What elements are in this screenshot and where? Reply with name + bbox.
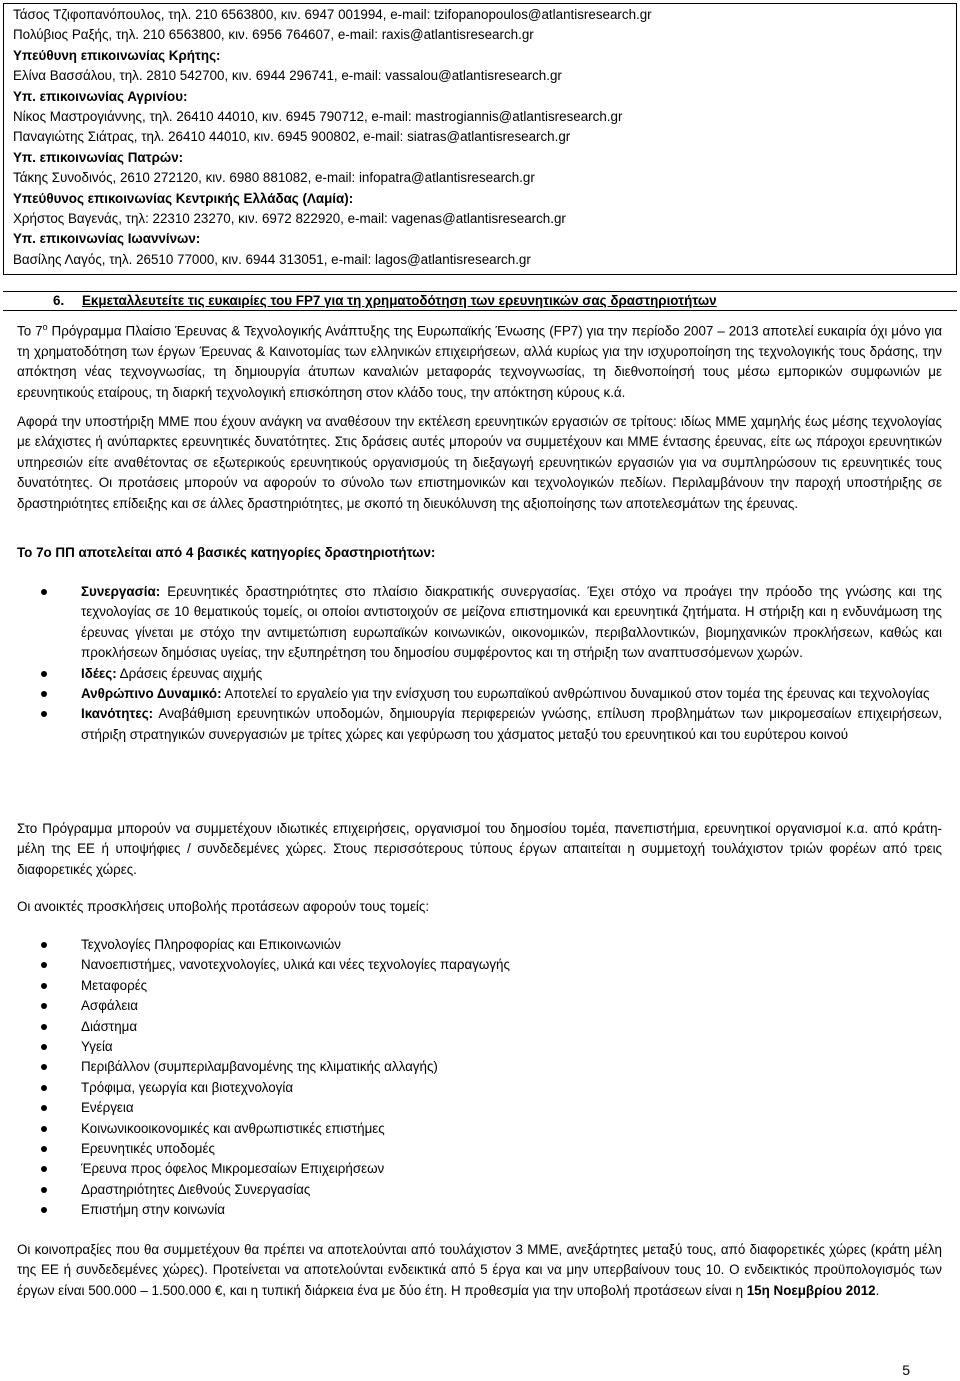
- open-call-item: [17, 1180, 510, 1200]
- category-label: Ανθρώπινο Δυναμικό:: [81, 686, 222, 702]
- bullet-icon: [41, 983, 47, 989]
- bullet-icon: [41, 1003, 47, 1009]
- bullet-icon: [41, 962, 47, 968]
- contact-line: Τάσος Τζιφοπανόπουλος, τηλ. 210 6563800, κιν. 6947 001994, e-mail: tzifopanopoulos@atlantisresearch.gr: [13, 7, 652, 22]
- category-label: Ιδέες:: [81, 665, 117, 681]
- open-call-label: Τεχνολογίες Πληροφορίας και Επικοινωνιών: [81, 937, 341, 952]
- category-label: Συνεργασία:: [81, 584, 161, 599]
- open-call-item: [17, 1139, 510, 1159]
- open-call-label: Έρευνα προς όφελος Μικρομεσαίων Επιχειρήσεων: [81, 1161, 385, 1177]
- open-call-label: Ασφάλεια: [81, 998, 139, 1014]
- contact-region-heading: Υπ. επικοινωνίας Αγρινίου:: [13, 88, 188, 104]
- category-text: Δράσεις έρευνας αιχμής: [116, 665, 263, 681]
- contact-region-heading: Υπ. επικοινωνίας Πατρών:: [13, 149, 184, 165]
- open-call-label: Κοινωνικοοικονομικές και ανθρωπιστικές επιστήμες: [81, 1120, 385, 1136]
- open-calls-list: [17, 935, 510, 1221]
- open-call-label: Ενέργεια: [81, 1100, 134, 1116]
- open-call-item: [17, 1200, 510, 1220]
- category-item: [17, 664, 942, 684]
- open-call-label: Επιστήμη στην κοινωνία: [81, 1202, 225, 1218]
- contact-line: Χρήστος Βαγενάς, τηλ: 22310 23270, κιν. 6972 822920, e-mail: vagenas@atlantisresearch.gr: [13, 211, 566, 226]
- open-call-item: [17, 935, 510, 955]
- bullet-icon: [41, 711, 47, 717]
- categories-list: [17, 582, 942, 745]
- bullet-icon: [41, 671, 47, 677]
- contact-region-heading: Υπεύθυνη επικοινωνίας Κρήτης:: [13, 47, 221, 63]
- open-call-label: Τρόφιμα, γεωργία και βιοτεχνολογία: [81, 1079, 294, 1095]
- section-title: Εκμεταλλευτείτε τις ευκαιρίες του FP7 για τη χρηματοδότηση των ερευνητικών σας δραστηριοτήτων: [82, 293, 717, 308]
- bullet-icon: [41, 1024, 47, 1030]
- contact-box: [3, 3, 957, 275]
- contact-region-heading: Υπεύθυνος επικοινωνίας Κεντρικής Ελλάδας (Λαμία):: [13, 190, 354, 206]
- page-number: 5: [902, 1362, 910, 1378]
- category-item: [17, 582, 942, 664]
- bullet-icon: [41, 691, 47, 697]
- open-call-label: Δραστηριότητες Διεθνούς Συνεργασίας: [81, 1181, 311, 1197]
- final-paragraph: Οι κοινοπραξίες που θα συμμετέχουν θα πρέπει να αποτελούνται από τουλάχιστον 3 ΜΜΕ, ανεξάρτητες μεταξύ τους, από διαφορετικές χώρες (κράτη μέλη της ΕΕ ή συνδεδεμένες χώρες). Προτείνεται να αποτελούνται ενδεικτικά από 5 έργα και να μην υπερβαίνουν τους 10. Ο ενδεικτικός προϋπολογισμός των έργων είναι 500.000 – 1.500.000 €, και η τυπική διάρκεια ένα με δύο έτη. Η προθεσμία για την υποβολή προτάσεων είναι η 15η Νοεμβρίου 2012.: [17, 1242, 942, 1298]
- superscript-o: ο: [42, 322, 48, 332]
- open-call-item: [17, 1037, 510, 1057]
- open-call-label: Νανοεπιστήμες, νανοτεχνολογίες, υλικά και νέες τεχνολογίες παραγωγής: [81, 957, 510, 973]
- open-call-item: [17, 1119, 510, 1139]
- category-label: Ικανότητες:: [81, 706, 154, 722]
- open-call-item: [17, 1057, 510, 1077]
- bullet-icon: [41, 1064, 47, 1070]
- open-call-label: Διάστημα: [81, 1018, 138, 1034]
- section-heading-bar: [3, 291, 957, 311]
- category-text: Αναβάθμιση ερευνητικών υποδομών, δημιουργία περιφερειών γνώσης, επίλυση προβλημάτων των μικρομεσαίων επιχειρήσεων, στήριξη στρατηγικών συνεργασιών με τρίτες χώρες και γεφύρωση του χάσματος μεταξύ του ερευνητικού και του ευρύτερου κοινού: [81, 706, 942, 742]
- sme-paragraph: Αφορά την υποστήριξη ΜΜΕ που έχουν ανάγκη να αναθέσουν την εκτέλεση ερευνητικών εργασιών σε τρίτους: ιδίως ΜΜΕ χαμηλής έως μέσης τεχνολογίας με ελάχιστες ή ανύπαρκτες ερευνητικές δυνατότητες. Στις δράσεις αυτές μπορούν να συμμετέχουν και ΜΜΕ έντασης έρευνας, είτε ως πάροχοι ερευνητικών υπηρεσιών είτε αναθέτοντας σε εξωτερικούς ερευνητικούς οργανισμούς τη διεξαγωγή ερευνητικών εργασιών για να συμπληρώσουν τις ερευνητικές τους δυνατότητες. Οι προτάσεις μπορούν να αφορούν το σύνολο των επιστημονικών και τεχνολογικών πεδίων. Περιλαμβάνουν την παροχή υποστήριξης σε δραστηριότητες επίδειξης και σε άλλες δραστηριότητες, με σκοπό τη διευκόλυνση της αξιοποίησης των αποτελεσμάτων της έρευνας.: [17, 414, 942, 511]
- contact-line: Ελίνα Βασσάλου, τηλ. 2810 542700, κιν. 6944 296741, e-mail: vassalou@atlantisresearch.gr: [13, 68, 562, 84]
- contact-region-heading: Υπ. επικοινωνίας Ιωαννίνων:: [13, 231, 201, 247]
- open-call-label: Ερευνητικές υποδομές: [81, 1141, 215, 1157]
- categories-heading: Το 7ο ΠΠ αποτελείται από 4 βασικές κατηγορίες δραστηριοτήτων:: [17, 545, 436, 560]
- bullet-icon: [41, 1126, 47, 1132]
- contact-line: Πολύβιος Ραξής, τηλ. 210 6563800, κιν. 6956 764607, e-mail: raxis@atlantisresearch.gr: [13, 27, 534, 43]
- category-text: Ερευνητικές δραστηριότητες στο πλαίσιο διακρατικής συνεργασίας. Έχει στόχο να προάγει την πρόοδο της γνώσης και της τεχνολογίας σε 10 θεματικούς τομείς, οι οποίοι αντιστοιχούν σε μείζονα επιστημονικά και ερευνητικά ζητήματα. Η στήριξη και η ενδυνάμωση της έρευνας γίνεται με στόχο την αντιμετώπιση ευρωπαϊκών κοινωνικών, οικονομικών, περιβαλλοντικών, βιομηχανικών προκλήσεων, καθώς και προκλήσεων δημόσιας υγείας, την εξυπηρέτηση του δημοσίου συμφέροντος και τη στήριξη των αναπτυσσόμενων χωρών.: [81, 584, 942, 661]
- open-call-item: [17, 996, 510, 1016]
- contact-line: Τάκης Συνοδινός, 2610 272120, κιν. 6980 881082, e-mail: infopatra@atlantisresearch.gr: [13, 170, 535, 186]
- open-call-item: [17, 976, 510, 996]
- contact-line: Βασίλης Λαγός, τηλ. 26510 77000, κιν. 6944 313051, e-mail: lagos@atlantisresearch.gr: [13, 251, 531, 267]
- bullet-icon: [41, 1207, 47, 1213]
- bullet-icon: [41, 1044, 47, 1050]
- open-call-item: [17, 1098, 510, 1118]
- open-call-item: [17, 1078, 510, 1098]
- open-call-item: [17, 1159, 510, 1179]
- contact-line: Νίκος Μαστρογιάννης, τηλ. 26410 44010, κιν. 6945 790712, e-mail: mastrogiannis@atlantisresearch.gr: [13, 109, 623, 124]
- open-call-label: Υγεία: [81, 1039, 113, 1055]
- bullet-icon: [41, 1187, 47, 1193]
- category-text: Αποτελεί το εργαλείο για την ενίσχυση του ευρωπαϊκού ανθρώπινου δυναμικού στον τομέα της έρευνας και τεχνολογίας: [221, 686, 930, 702]
- open-call-item: [17, 1017, 510, 1037]
- open-call-item: [17, 955, 510, 975]
- participation-paragraph: Στο Πρόγραμμα μπορούν να συμμετέχουν ιδιωτικές επιχειρήσεις, οργανισμοί του δημοσίου τομέα, πανεπιστήμια, ερευνητικοί οργανισμοί κ.α. από κράτη-μέλη της ΕΕ ή υποψήφιες / συνδεδεμένες χώρες. Στους περισσότερους τύπους έργων απαιτείται η συμμετοχή τουλάχιστον τριών φορέων από τρεις διαφορετικές χώρες.: [17, 821, 942, 877]
- contact-line: Παναγιώτης Σιάτρας, τηλ. 26410 44010, κιν. 6945 900802, e-mail: siatras@atlantisresearch.gr: [13, 129, 571, 145]
- intro-paragraph: Το $7^o$ Πρόγραμμα Πλαίσιο Έρευνας & Τεχνολογικής Ανάπτυξης της Ευρωπαϊκής Ένωσης (FP7) για την περίοδο 2007 – 2013 αποτελεί ευκαιρία όχι μόνο για τη χρηματοδότηση των έργων Έρευνας & Καινοτομίας των ελληνικών επιχειρήσεων, αλλά κυρίως για την ισχυροποίηση της τεχνολογικής τους δράσης, την απόκτηση νέας τεχνογνωσίας, τη δημιουργία άτυπων καναλιών μεταφοράς τεχνογνωσίας, τη διεθνοποίησή τους μέσω εμπορικών συμφωνιών με ερευνητικούς εταίρους, τη διαρκή τεχνολογική επισκόπηση στον κλάδο τους, την απόκτηση κύρους κ.ά.: [17, 322, 942, 400]
- bullet-icon: [41, 1166, 47, 1172]
- bullet-icon: [41, 1085, 47, 1091]
- bullet-icon: [41, 1146, 47, 1152]
- open-call-label: Μεταφορές: [81, 977, 148, 993]
- bullet-icon: [41, 1105, 47, 1111]
- bullet-icon: [41, 942, 47, 948]
- deadline: 15η Νοεμβρίου 2012: [746, 1282, 876, 1298]
- bullet-icon: [41, 589, 47, 595]
- category-item: [17, 704, 942, 745]
- section-number: 6.: [53, 293, 65, 308]
- open-call-label: Περιβάλλον (συμπεριλαμβανομένης της κλιματικής αλλαγής): [81, 1059, 438, 1075]
- category-item: [17, 684, 942, 704]
- open-calls-intro: Οι ανοικτές προσκλήσεις υποβολής προτάσεων αφορούν τους τομείς:: [17, 899, 430, 914]
